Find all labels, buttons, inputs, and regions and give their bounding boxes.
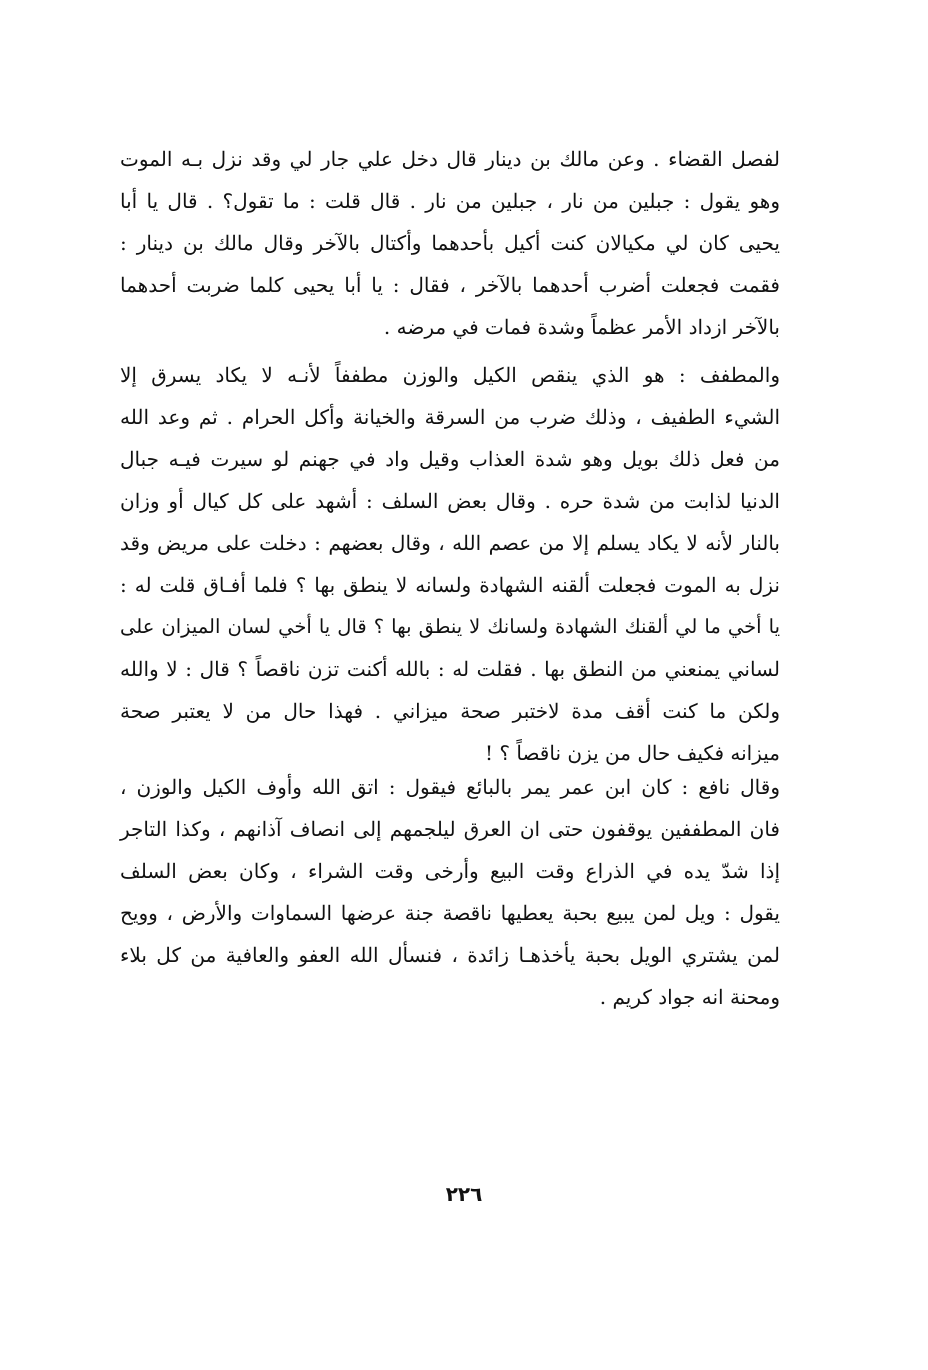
text-line: والمطفف : هو الذي ينقص الكيل والوزن مطففاً لأنـه لا يكاد يسرق إلا — [120, 363, 780, 387]
text-line: نزل به الموت فجعلت ألقنه الشهادة ولسانه لا ينطق بها ؟ فلما أفـاق قلت له : — [120, 573, 780, 597]
text-line: الشيء الطفيف ، وذلك ضرب من السرقة والخيانة وأكل الحرام . ثم وعد الله — [120, 405, 780, 429]
text-line: فان المطففين يوقفون حتى ان العرق ليلجمهم إلى انصاف آذانهم ، وكذا التاجر — [120, 817, 780, 841]
paragraph-malik-bin-dinar — [120, 138, 780, 348]
text-line: لفصل القضاء . وعن مالك بن دينار قال دخل علي جار لي وقد نزل بـه الموت — [120, 147, 780, 171]
paragraph-nafi — [120, 766, 780, 1018]
paragraph-al-mutaffif — [120, 354, 780, 774]
text-line: من فعل ذلك بويل وهو شدة العذاب وقيل واد في جهنم لو سيرت فيـه جبال — [120, 447, 780, 471]
text-line: يحيى كان لي مكيالان كنت أكيل بأحدهما وأكتال بالآخر وقال مالك بن دينار : — [120, 231, 780, 255]
text-line: يقول : ويل لمن يبيع بحبة يعطيها ناقصة جنة عرضها السماوات والأرض ، وويح — [120, 901, 780, 925]
text-line: ولكن ما كنت أقف مدة لاختبر صحة ميزاني . فهذا حال من لا يعتبر صحة — [120, 699, 780, 723]
text-line: بالنار لأنه لا يكاد يسلم إلا من عصم الله ، وقال بعضهم : دخلت على مريض وقد — [120, 531, 780, 555]
text-line: ميزانه فكيف حال من يزن ناقصاً ؟ ! — [485, 741, 780, 765]
text-line: يا أخي ما لي ألقنك الشهادة ولسانك لا ينطق بها ؟ قال يا أخي لسان الميزان على — [120, 615, 780, 638]
page-number: ٢٢٦ — [445, 1182, 483, 1206]
text-line: إذا شدّ يده في الذراع وقت البيع وأرخى وقت الشراء ، وكان بعض السلف — [120, 859, 780, 883]
text-line: بالآخر ازداد الأمر عظماً وشدة فمات في مرضه . — [383, 315, 780, 339]
text-line: لمن يشتري الويل بحبة يأخذهـا زائدة ، فنسأل الله العفو والعافية من كل بلاء — [120, 943, 780, 967]
text-line: فقمت فجعلت أضرب أحدهما بالآخر ، فقال : يا أبا يحيى كلما ضربت أحدهما — [120, 273, 780, 297]
text-line: وقال نافع : كان ابن عمر يمر بالبائع فيقول : اتق الله وأوف الكيل والوزن ، — [120, 775, 780, 799]
text-line: لساني يمنعني من النطق بها . فقلت له : بالله أكنت تزن ناقصاً ؟ قال : لا والله — [120, 657, 780, 681]
text-line: وهو يقول : جبلين من نار ، جبلين من نار . قال قلت : ما تقول؟ . قال يا أبا — [120, 189, 780, 213]
text-line: ومحنة انه جواد كريم . — [599, 985, 780, 1009]
text-line: الدنيا لذابت من شدة حره . وقال بعض السلف : أشهد على كل كيال أو وزان — [120, 489, 780, 513]
